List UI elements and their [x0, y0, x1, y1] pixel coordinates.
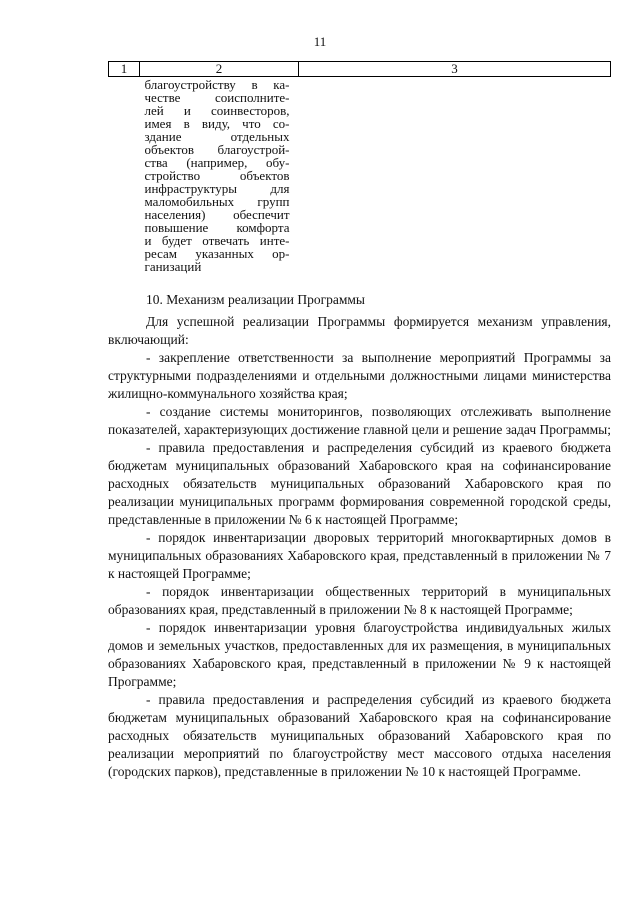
paragraph: - порядок инвентаризации дворовых территорий многоквартирных домов в муниципальных образованиях Хабаровского края, представленный в приложении № 7 к настоящей Программе;: [108, 530, 611, 581]
table-cell-col1: [109, 77, 140, 274]
paragraph: - правила предоставления и распределения субсидий из краевого бюджета бюджетам муниципальных образований Хабаровского края на софинансирование расходных обязательств муниципальных образований Хабаровского края по реализации муниципальных программ формирования современной городской среды, представленные в приложении № 6 к настоящей Программе;: [108, 440, 611, 527]
table-header-cell-1: 1: [109, 62, 140, 77]
page-number: 11: [313, 34, 327, 49]
cell-line: лей и соинвесторов,: [144, 103, 290, 118]
cell-line: повышение комфорта: [144, 220, 290, 235]
table-header-cell-2: 2: [140, 62, 299, 77]
continuation-table: [108, 61, 611, 273]
paragraph: - правила предоставления и распределения субсидий из краевого бюджета бюджетам муниципальных образований Хабаровского края на софинансирование расходных обязательств муниципальных образований Хабаровского края по реализации мероприятий по благоустройству мест массового отдыха населения (городских парков), представленные в приложении № 10 к настоящей Программе.: [108, 692, 611, 779]
cell-line: инфраструктуры для: [144, 181, 290, 196]
cell-line: маломобильных групп: [144, 194, 290, 209]
section-title: 10. Механизм реализации Программы: [146, 292, 365, 307]
cell-line: имея в виду, что со-: [144, 116, 290, 131]
table-header-cell-3: 3: [299, 62, 611, 77]
cell-line: стройство объектов: [144, 168, 290, 183]
paragraph: - порядок инвентаризации общественных территорий в муниципальных образованиях края, представленный в приложении № 8 к настоящей Программе;: [108, 584, 611, 617]
table-cell-col3: [299, 77, 611, 274]
table-cell-col2: [140, 77, 299, 274]
cell-line: ганизаций: [144, 259, 202, 274]
cell-line: честве соисполните-: [144, 90, 290, 105]
paragraph: - создание системы мониторингов, позволяющих отслеживать выполнение показателей, характеризующих достижение главной цели и решение задач Программы;: [108, 404, 611, 437]
table-row: [109, 77, 611, 274]
cell-line: населения) обеспечит: [144, 207, 290, 222]
table-cell-text: [145, 77, 290, 273]
cell-line: здание отдельных: [144, 129, 290, 144]
cell-line: и будет отвечать инте-: [144, 233, 290, 248]
cell-line: ства (например, обу-: [144, 155, 290, 170]
body-text: [108, 313, 611, 781]
cell-line: благоустройству в ка-: [144, 77, 290, 92]
table-header-row: [109, 62, 611, 77]
paragraph: Для успешной реализации Программы формируется механизм управления, включающий:: [108, 314, 611, 347]
cell-line: объектов благоустрой-: [144, 142, 290, 157]
paragraph: - закрепление ответственности за выполнение мероприятий Программы за структурными подразделениями и отдельными должностными лицами министерства жилищно-коммунального хозяйства края;: [108, 350, 611, 401]
cell-line: ресам указанных ор-: [144, 246, 290, 261]
paragraph: - порядок инвентаризации уровня благоустройства индивидуальных жилых домов и земельных участков, предоставленных для их размещения, в муниципальных образованиях Хабаровского края, представленный в приложении № 9 к настоящей Программе;: [108, 620, 611, 689]
